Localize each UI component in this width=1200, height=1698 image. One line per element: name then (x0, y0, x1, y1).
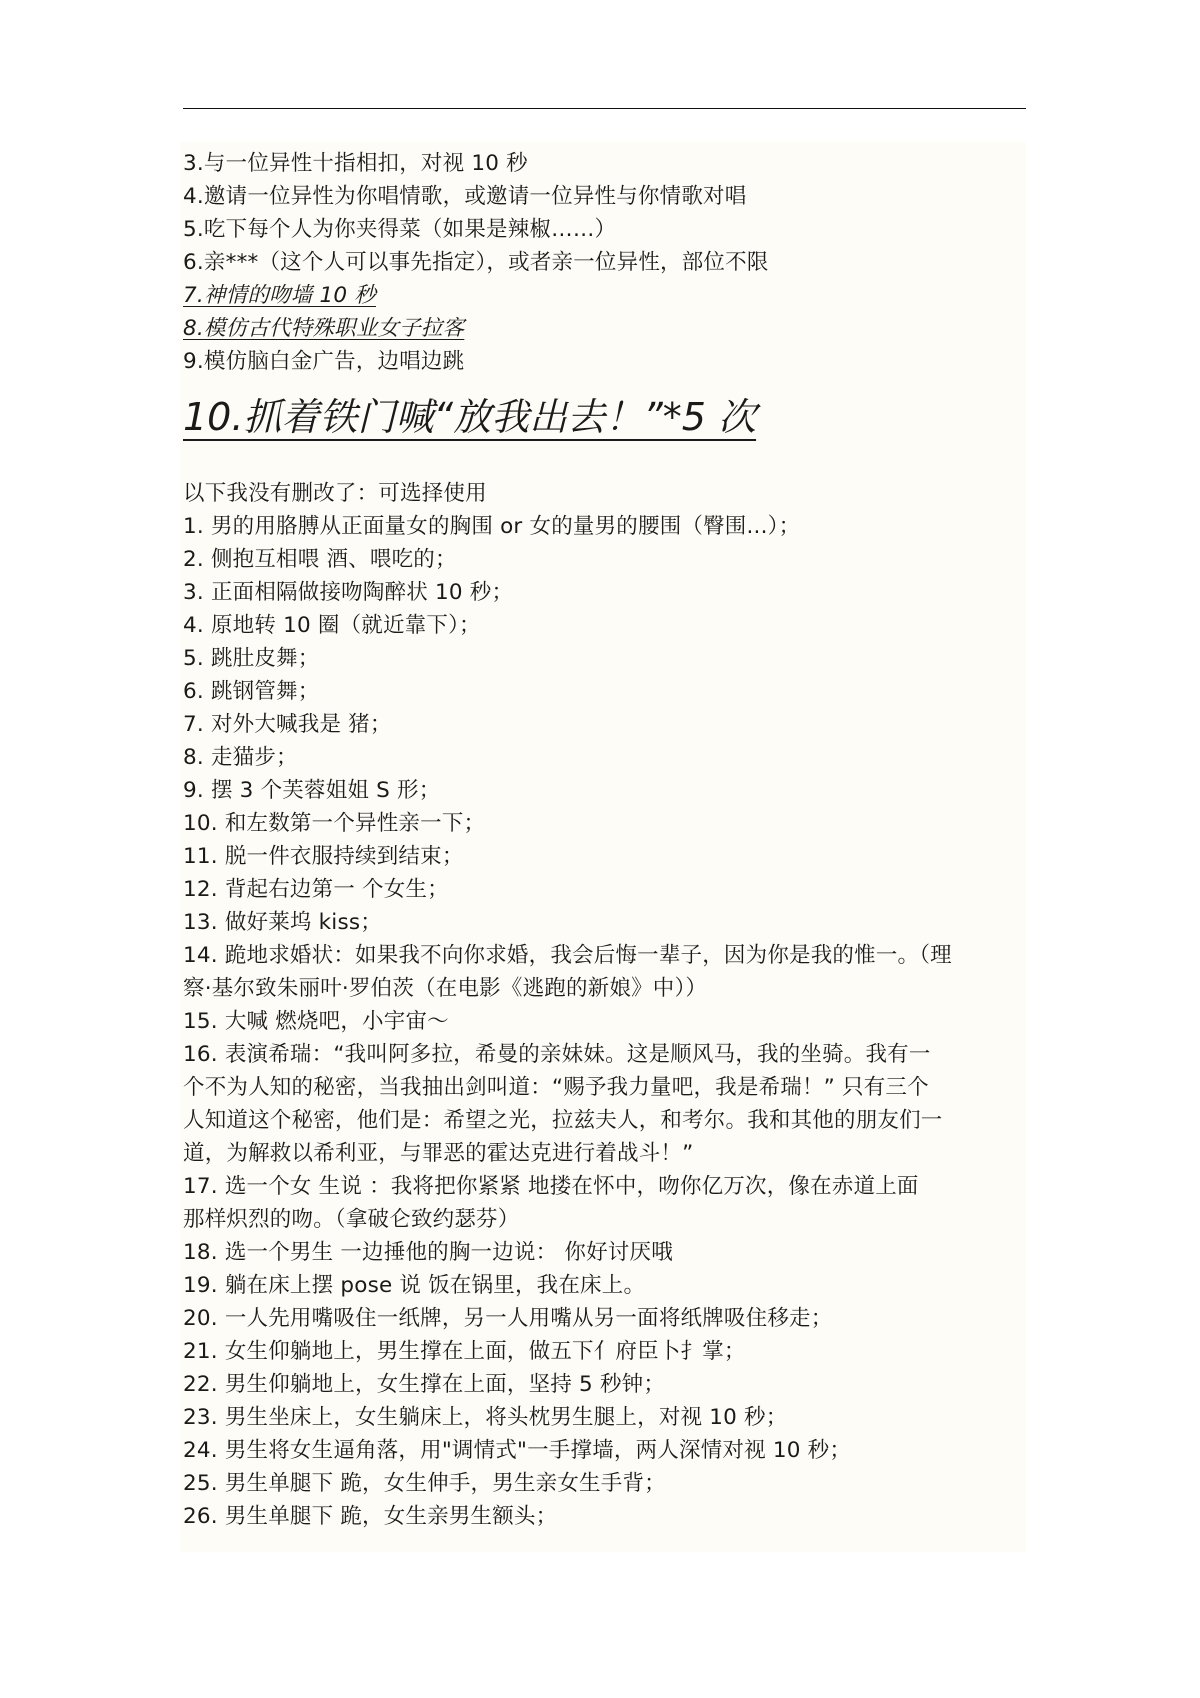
intro-text: 以下我没有删改了：可选择使用 (183, 481, 487, 506)
list-line: 13. 做好莱坞 kiss； (183, 910, 382, 935)
list-line: 人知道这个秘密，他们是：希望之光，拉兹夫人，和考尔。我和其他的朋友们一 (183, 1108, 943, 1133)
text-line-6: 6.亲***（这个人可以事先指定），或者亲一位异性，部位不限 (183, 250, 769, 275)
list-line: 15. 大喊 燃烧吧，小宇宙～ (183, 1009, 449, 1034)
list-line: 18. 选一个男生 一边捶他的胸一边说： 你好讨厌哦 (183, 1240, 673, 1265)
list-line: 11. 脱一件衣服持续到结束； (183, 844, 464, 869)
list-line: 22. 男生仰躺地上，女生撑在上面，坚持 5 秒钟； (183, 1372, 666, 1397)
text-line-7: 7.神情的吻墙 10 秒 (183, 283, 376, 308)
list-line: 个不为人知的秘密，当我抽出剑叫道：“赐予我力量吧，我是希瑞！” 只有三个 (183, 1075, 929, 1100)
list-line: 14. 跪地求婚状：如果我不向你求婚，我会后悔一辈子，因为你是我的惟一。（理 (183, 943, 952, 968)
text-line-5: 5.吃下每个人为你夹得菜（如果是辣椒……） (183, 217, 617, 242)
heading-line-10: 10.抓着铁门喊“放我出去！”*5 次 (183, 395, 757, 439)
list-line: 25. 男生单腿下 跪，女生伸手，男生亲女生手背； (183, 1471, 666, 1496)
list-line: 8. 走猫步； (183, 745, 298, 770)
list-line: 7. 对外大喊我是 猪； (183, 712, 392, 737)
text-line-4: 4.邀请一位异性为你唱情歌，或邀请一位异性与你情歌对唱 (183, 184, 747, 209)
list-line: 6. 跳钢管舞； (183, 679, 320, 704)
list-line: 5. 跳肚皮舞； (183, 646, 320, 671)
list-line: 那样炽烈的吻。（拿破仑致约瑟芬） (183, 1207, 520, 1232)
list-line: 10. 和左数第一个异性亲一下； (183, 811, 486, 836)
list-line: 20. 一人先用嘴吸住一纸牌，另一人用嘴从另一面将纸牌吸住移走； (183, 1306, 833, 1331)
list-line: 道，为解救以希利亚，与罪恶的霍达克进行着战斗！” (183, 1141, 694, 1166)
list-line: 2. 侧抱互相喂 酒、喂吃的； (183, 547, 457, 572)
top-rule (183, 108, 1026, 109)
list-line: 21. 女生仰躺地上，男生撑在上面，做五下亻府臣卜扌掌； (183, 1339, 746, 1364)
list-line: 察·基尔致朱丽叶·罗伯茨（在电影《逃跑的新娘》中）） (183, 976, 708, 1001)
list-line: 16. 表演希瑞：“我叫阿多拉，希曼的亲妹妹。这是顺风马，我的坐骑。我有一 (183, 1042, 931, 1067)
list-line: 3. 正面相隔做接吻陶醉状 10 秒； (183, 580, 514, 605)
text-line-3: 3.与一位异性十指相扣，对视 10 秒 (183, 151, 528, 176)
list-line: 26. 男生单腿下 跪，女生亲男生额头； (183, 1504, 558, 1529)
list-line: 23. 男生坐床上，女生躺床上，将头枕男生腿上，对视 10 秒； (183, 1405, 788, 1430)
list-line: 12. 背起右边第一 个女生； (183, 877, 449, 902)
list-line: 1. 男的用胳膊从正面量女的胸围 or 女的量男的腰围（臀围...）； (183, 514, 801, 539)
text-line-8: 8.模仿古代特殊职业女子拉客 (183, 316, 465, 341)
list-line: 9. 摆 3 个芙蓉姐姐 S 形； (183, 778, 441, 803)
text-line-9: 9.模仿脑白金广告，边唱边跳 (183, 349, 465, 374)
list-line: 17. 选一个女 生说 ：我将把你紧紧 地搂在怀中，吻你亿万次，像在赤道上面 (183, 1174, 919, 1199)
list-line: 4. 原地转 10 圈（就近靠下）； (183, 613, 481, 638)
document-page (180, 142, 1026, 1552)
list-line: 24. 男生将女生逼角落，用"调情式"一手撑墙，两人深情对视 10 秒； (183, 1438, 852, 1463)
list-line: 19. 躺在床上摆 pose 说 饭在锅里，我在床上。 (183, 1273, 646, 1298)
